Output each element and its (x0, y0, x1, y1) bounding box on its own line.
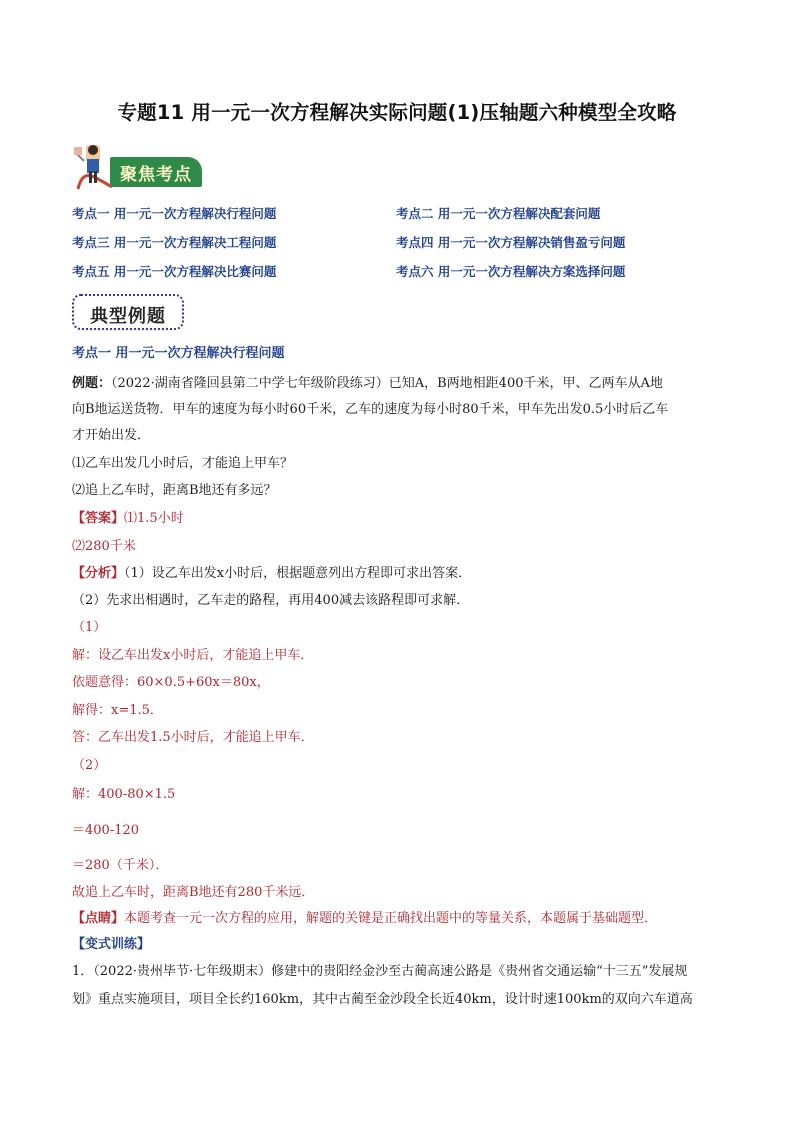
comment-tag: 【点睛】 (72, 911, 125, 926)
variant-tag: 【变式训练】 (72, 937, 151, 952)
solution-line-3: 依题意得：60×0.5+60x＝80x， (72, 675, 270, 690)
keypoint-2: 考点二 用一元一次方程解决配套问题 (396, 206, 601, 221)
keypoint-4: 考点四 用一元一次方程解决销售盈亏问题 (396, 235, 626, 250)
solution-line-6: （2） (72, 758, 107, 773)
answer-line-1: 【答案】⑴1.5小时 (72, 511, 184, 526)
answer-tag: 【答案】 (72, 511, 125, 526)
keypoint-5: 考点五 用一元一次方程解决比赛问题 (72, 264, 277, 279)
keypoint-3: 考点三 用一元一次方程解决工程问题 (72, 235, 277, 250)
question-2: ⑵追上乙车时，距离B地还有多远？ (72, 483, 277, 498)
solution-line-1: （1） (72, 620, 107, 635)
banner-label: 聚焦考点 (120, 165, 192, 185)
typical-examples-label: 典型例题 (90, 306, 166, 327)
keypoint-6: 考点六 用一元一次方程解决方案选择问题 (396, 264, 626, 279)
page-title: 专题11 用一元一次方程解决实际问题(1)压轴题六种模型全攻略 (117, 101, 677, 124)
solution-line-10: 故追上乙车时，距离B地还有280千米远． (72, 885, 315, 900)
analysis-line-1: 【分析】（1）设乙车出发x小时后，根据题意列出方程即可求出答案． (72, 566, 472, 581)
analysis-line-2: （2）先求出相遇时，乙车走的路程，再用400减去该路程即可求解． (72, 593, 470, 608)
solution-line-8: ＝400-120 (72, 823, 140, 838)
typical-examples-box (72, 294, 184, 330)
comment-line: 【点睛】本题考查一元一次方程的应用，解题的关键是正确找出题中的等量关系，本题属于基础题型． (72, 911, 658, 926)
answer-line-2: ⑵280千米 (72, 539, 136, 554)
question-1: ⑴乙车出发几小时后，才能追上甲车？ (72, 456, 294, 471)
keypoint-1: 考点一 用一元一次方程解决行程问题 (72, 206, 277, 221)
solution-line-9: ＝280（千米）． (72, 858, 169, 873)
example-line-3: 才开始出发． (72, 428, 151, 443)
solution-line-7: 解：400-80×1.5 (72, 787, 176, 802)
solution-line-2: 解：设乙车出发x小时后，才能追上甲车． (72, 648, 314, 663)
example-line-2: 向B地运送货物．甲车的速度为每小时60千米，乙车的速度为每小时80千米，甲车先出发0.5小时后乙车 (72, 402, 669, 417)
analysis-tag: 【分析】 (72, 566, 125, 581)
example-label: 例题： (72, 376, 112, 391)
solution-line-4: 解得：x=1.5． (72, 703, 163, 718)
solution-line-5: 答：乙车出发1.5小时后，才能追上甲车． (72, 730, 314, 745)
section-heading: 考点一 用一元一次方程解决行程问题 (72, 346, 285, 361)
variant-line-1: 1．（2022·贵州毕节·七年级期末）修建中的贵阳经金沙至古蔺高速公路是《贵州省交通运输“十三五”发展规 (72, 964, 688, 979)
example-line-1: 例题：（2022·湖南省隆回县第二中学七年级阶段练习）已知A，B两地相距400千米，甲、乙两车从A地 (72, 376, 663, 391)
variant-line-2: 划》重点实施项目，项目全长约160km，其中古蔺至金沙段全长近40km，设计时速100km的双向六车道高 (72, 992, 693, 1007)
focus-banner (72, 141, 202, 193)
